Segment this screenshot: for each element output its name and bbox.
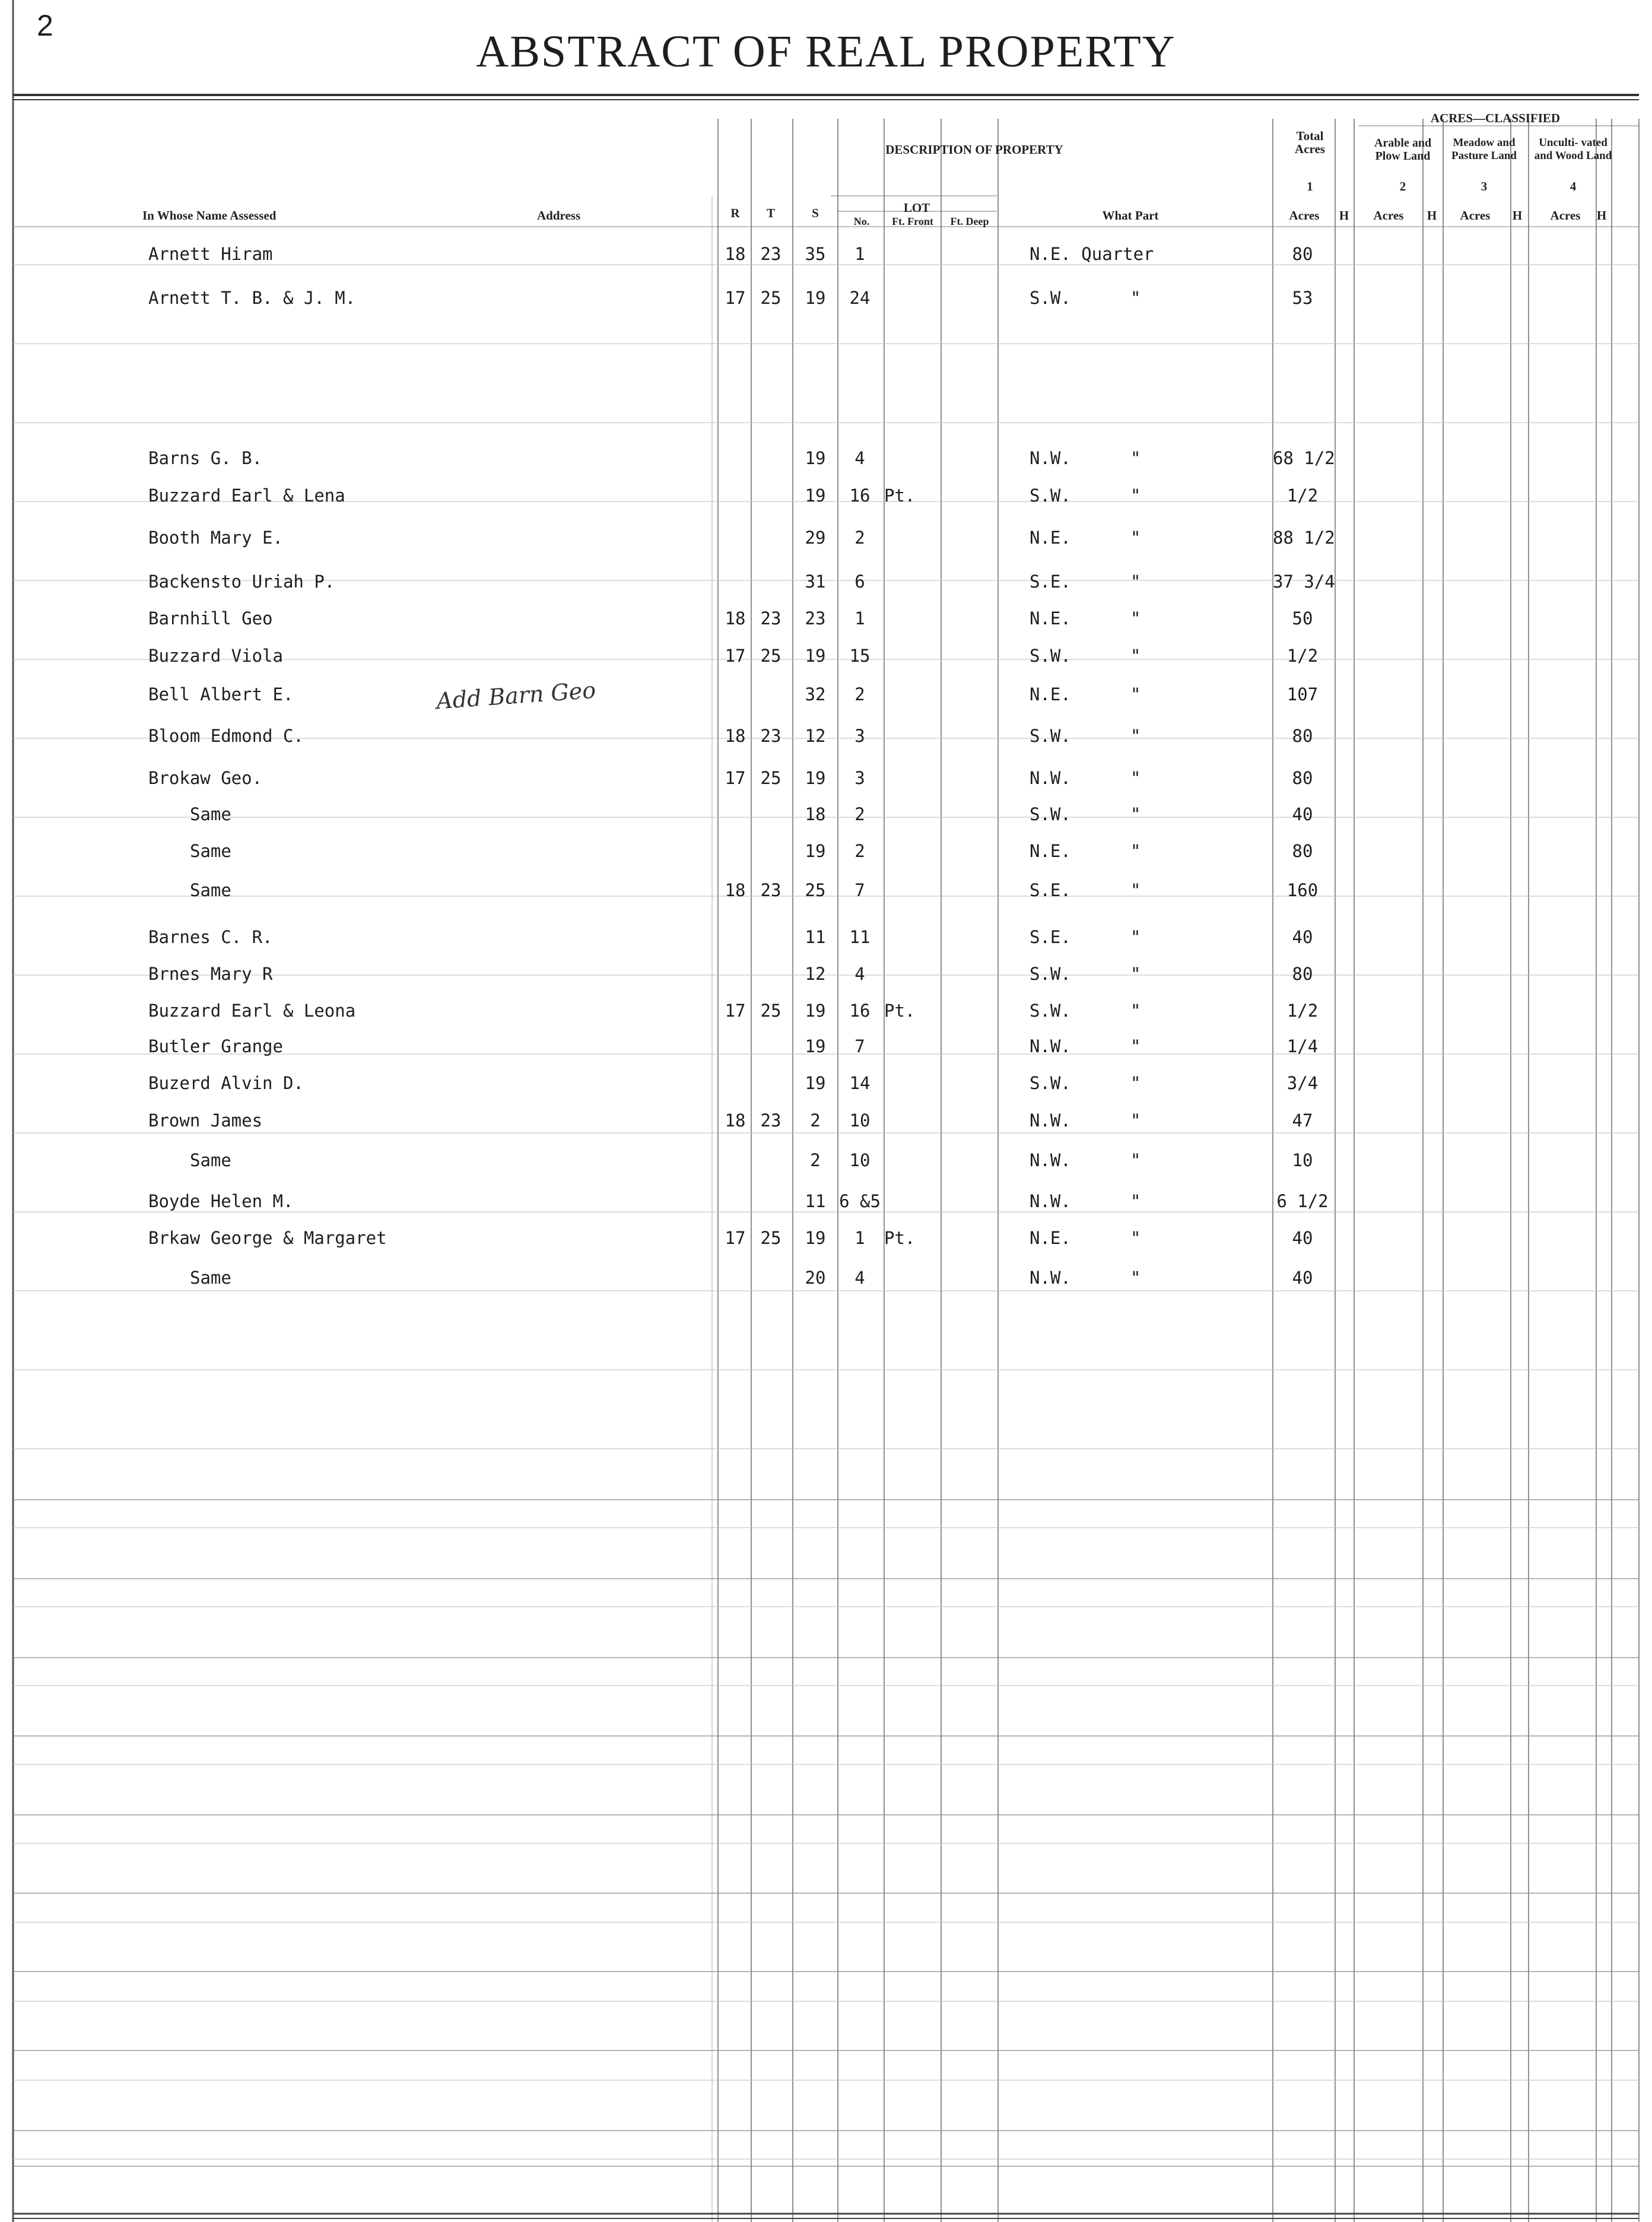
table-row [0, 878, 1652, 902]
owner-name: Same [190, 841, 231, 861]
what-part: N.W. [1030, 768, 1071, 788]
township-value: 25 [760, 768, 781, 788]
lot-front: Pt. [884, 1228, 916, 1248]
table-row [0, 925, 1652, 949]
owner-name: Same [190, 1150, 231, 1170]
section-value: 19 [805, 288, 826, 308]
table-row [0, 683, 1652, 706]
total-acres: 80 [1292, 768, 1313, 788]
lot-number: 7 [854, 880, 865, 900]
lot-number: 11 [849, 927, 871, 947]
section-value: 12 [805, 726, 826, 746]
header-meadow-num: 3 [1481, 179, 1488, 193]
total-acres: 3/4 [1286, 1073, 1319, 1093]
lot-number: 1 [854, 244, 865, 264]
what-part: N.E. [1030, 1228, 1071, 1248]
what-part: S.W. [1030, 726, 1071, 746]
range-value: 18 [725, 608, 746, 628]
page-number: 2 [37, 9, 53, 42]
header-acres-uncultivated: Acres [1550, 208, 1581, 223]
header-arable-num: 2 [1399, 179, 1406, 193]
table-row [0, 766, 1652, 790]
table-row [0, 724, 1652, 748]
range-value: 18 [725, 244, 746, 264]
range-value: 17 [725, 1001, 746, 1021]
what-part: N.E. [1030, 841, 1071, 861]
owner-name: Same [190, 880, 231, 900]
lot-number: 24 [849, 288, 871, 308]
total-acres: 47 [1292, 1110, 1313, 1131]
total-acres: 160 [1286, 880, 1319, 900]
ditto-mark: " [1130, 684, 1141, 704]
ditto-mark: " [1130, 768, 1141, 788]
township-value: 23 [760, 1110, 781, 1131]
table-row [0, 802, 1652, 826]
what-part: S.E. [1030, 927, 1071, 947]
township-value: 25 [760, 646, 781, 666]
owner-name: Same [190, 804, 231, 824]
what-part: S.E. [1030, 880, 1071, 900]
header-acres-arable: Acres [1373, 208, 1404, 223]
section-value: 19 [805, 841, 826, 861]
ditto-mark: " [1130, 646, 1141, 666]
section-value: 31 [805, 572, 826, 592]
lot-number: 10 [849, 1110, 871, 1131]
total-acres: 68 1/2 [1273, 448, 1335, 468]
owner-name: Barns G. B. [148, 448, 263, 468]
owner-name: Arnett T. B. & J. M. [148, 288, 356, 308]
total-acres: 80 [1292, 841, 1313, 861]
owner-name: Barnhill Geo [148, 608, 273, 628]
what-part: N.W. [1030, 1110, 1071, 1131]
owner-name: Bell Albert E. [148, 684, 294, 704]
owner-name: Arnett Hiram [148, 244, 273, 264]
total-acres: 53 [1292, 288, 1313, 308]
ditto-mark: " [1130, 1036, 1141, 1056]
header-description: DESCRIPTION OF PROPERTY [885, 142, 1063, 157]
total-acres: 1/2 [1286, 485, 1319, 506]
owner-name: Boyde Helen M. [148, 1191, 294, 1211]
lot-number: 6 &5 [839, 1191, 881, 1211]
what-part: S.W. [1030, 1073, 1071, 1093]
owner-name: Buzzard Earl & Leona [148, 1001, 356, 1021]
section-value: 25 [805, 880, 826, 900]
owner-name: Bloom Edmond C. [148, 726, 304, 746]
section-value: 18 [805, 804, 826, 824]
lot-number: 4 [854, 1268, 865, 1288]
township-value: 23 [760, 608, 781, 628]
ditto-mark: " [1130, 448, 1141, 468]
table-row [0, 962, 1652, 986]
ditto-mark: " [1130, 1073, 1141, 1093]
lot-number: 10 [849, 1150, 871, 1170]
owner-name: Brokaw Geo. [148, 768, 263, 788]
section-value: 20 [805, 1268, 826, 1288]
section-value: 19 [805, 768, 826, 788]
owner-name: Buzzard Viola [148, 646, 283, 666]
section-value: 11 [805, 927, 826, 947]
what-part: N.W. [1030, 1150, 1071, 1170]
header-uncultivated-num: 4 [1570, 179, 1577, 193]
ditto-mark: " [1130, 880, 1141, 900]
section-value: 29 [805, 528, 826, 548]
owner-name: Buzerd Alvin D. [148, 1073, 304, 1093]
ditto-mark: " [1130, 288, 1141, 308]
total-acres: 6 1/2 [1276, 1191, 1329, 1211]
section-value: 12 [805, 964, 826, 984]
owner-name: Booth Mary E. [148, 528, 283, 548]
lot-number: 2 [854, 528, 865, 548]
ditto-mark: " [1130, 485, 1141, 506]
table-row [0, 1189, 1652, 1213]
lot-number: 2 [854, 841, 865, 861]
what-part: S.W. [1030, 804, 1071, 824]
lot-number: 1 [854, 608, 865, 628]
table-row [0, 242, 1652, 266]
section-value: 2 [810, 1110, 821, 1131]
ditto-mark: " [1130, 572, 1141, 592]
total-acres: 1/4 [1286, 1036, 1319, 1056]
what-part: N.E. Quarter [1030, 244, 1154, 264]
table-row [0, 1034, 1652, 1058]
owner-name: Brown James [148, 1110, 263, 1131]
range-value: 17 [725, 768, 746, 788]
what-part: N.E. [1030, 528, 1071, 548]
header-address: Address [537, 208, 581, 223]
lot-number: 16 [849, 485, 871, 506]
township-value: 23 [760, 726, 781, 746]
section-value: 35 [805, 244, 826, 264]
what-part: S.W. [1030, 1001, 1071, 1021]
lot-number: 4 [854, 448, 865, 468]
township-value: 23 [760, 244, 781, 264]
header-acres-classified: ACRES—CLASSIFIED [1430, 111, 1561, 125]
total-acres: 37 3/4 [1273, 572, 1335, 592]
owner-name: Barnes C. R. [148, 927, 273, 947]
range-value: 18 [725, 726, 746, 746]
total-acres: 88 1/2 [1273, 528, 1335, 548]
header-total-acres: Total Acres [1295, 129, 1325, 156]
header-arable: Arable and Plow Land [1374, 137, 1432, 163]
table-row [0, 484, 1652, 507]
ditto-mark: " [1130, 608, 1141, 628]
header-lot-no: No. [853, 215, 870, 227]
owner-name: Buzzard Earl & Lena [148, 485, 345, 506]
ditto-mark: " [1130, 1150, 1141, 1170]
range-value: 18 [725, 1110, 746, 1131]
ditto-mark: " [1130, 1110, 1141, 1131]
lot-number: 2 [854, 684, 865, 704]
header-t: T [766, 206, 775, 220]
table-row [0, 1266, 1652, 1290]
header-h-uncultivated: H [1596, 208, 1607, 223]
section-value: 19 [805, 1073, 826, 1093]
what-part: N.W. [1030, 448, 1071, 468]
total-acres: 40 [1292, 927, 1313, 947]
owner-name: Brkaw George & Margaret [148, 1228, 387, 1248]
lot-number: 14 [849, 1073, 871, 1093]
header-name: In Whose Name Assessed [142, 208, 277, 223]
header-total-num: 1 [1307, 179, 1313, 193]
section-value: 19 [805, 485, 826, 506]
total-acres: 1/2 [1286, 646, 1319, 666]
section-value: 19 [805, 646, 826, 666]
ditto-mark: " [1130, 841, 1141, 861]
total-acres: 80 [1292, 964, 1313, 984]
table-row [0, 1071, 1652, 1095]
total-acres: 80 [1292, 244, 1313, 264]
what-part: S.W. [1030, 964, 1071, 984]
header-uncultivated: Unculti- vated and Wood Land [1534, 137, 1612, 162]
section-value: 23 [805, 608, 826, 628]
township-value: 25 [760, 288, 781, 308]
total-acres: 80 [1292, 726, 1313, 746]
header-ft-deep: Ft. Deep [950, 215, 989, 227]
township-value: 25 [760, 1001, 781, 1021]
what-part: N.E. [1030, 684, 1071, 704]
what-part: N.W. [1030, 1268, 1071, 1288]
total-acres: 40 [1292, 1268, 1313, 1288]
header-acres-meadow: Acres [1460, 208, 1491, 223]
section-value: 19 [805, 448, 826, 468]
township-value: 25 [760, 1228, 781, 1248]
section-value: 19 [805, 1036, 826, 1056]
what-part: S.W. [1030, 646, 1071, 666]
lot-number: 15 [849, 646, 871, 666]
ditto-mark: " [1130, 964, 1141, 984]
table-row [0, 1148, 1652, 1172]
table-row [0, 644, 1652, 668]
section-value: 2 [810, 1150, 821, 1170]
what-part: S.W. [1030, 485, 1071, 506]
lot-number: 1 [854, 1228, 865, 1248]
table-row [0, 607, 1652, 630]
lot-number: 4 [854, 964, 865, 984]
what-part: N.E. [1030, 608, 1071, 628]
lot-number: 3 [854, 768, 865, 788]
ditto-mark: " [1130, 1268, 1141, 1288]
range-value: 18 [725, 880, 746, 900]
table-row [0, 446, 1652, 470]
lot-number: 2 [854, 804, 865, 824]
what-part: N.W. [1030, 1191, 1071, 1211]
table-row [0, 1109, 1652, 1132]
header-r: R [730, 206, 740, 220]
lot-front: Pt. [884, 1001, 916, 1021]
total-acres: 10 [1292, 1150, 1313, 1170]
what-part: S.W. [1030, 288, 1071, 308]
ditto-mark: " [1130, 1228, 1141, 1248]
range-value: 17 [725, 1228, 746, 1248]
total-acres: 50 [1292, 608, 1313, 628]
header-h-meadow: H [1512, 208, 1523, 223]
total-acres: 107 [1286, 684, 1319, 704]
table-row [0, 570, 1652, 593]
section-value: 19 [805, 1228, 826, 1248]
what-part: N.W. [1030, 1036, 1071, 1056]
ditto-mark: " [1130, 1191, 1141, 1211]
owner-name: Backensto Uriah P. [148, 572, 335, 592]
table-row [0, 1226, 1652, 1250]
table-row [0, 999, 1652, 1023]
header-what-part: What Part [1102, 208, 1159, 223]
section-value: 32 [805, 684, 826, 704]
table-row [0, 526, 1652, 550]
owner-name: Same [190, 1268, 231, 1288]
ditto-mark: " [1130, 1001, 1141, 1021]
township-value: 23 [760, 880, 781, 900]
lot-number: 6 [854, 572, 865, 592]
total-acres: 40 [1292, 1228, 1313, 1248]
ditto-mark: " [1130, 927, 1141, 947]
header-ft-front: Ft. Front [892, 215, 933, 227]
header-h-total: H [1339, 208, 1349, 223]
total-acres: 1/2 [1286, 1001, 1319, 1021]
header-h-arable: H [1427, 208, 1437, 223]
owner-name: Brnes Mary R [148, 964, 273, 984]
table-row [0, 286, 1652, 310]
section-value: 11 [805, 1191, 826, 1211]
range-value: 17 [725, 646, 746, 666]
header-lot: LOT [903, 201, 930, 215]
what-part: S.E. [1030, 572, 1071, 592]
range-value: 17 [725, 288, 746, 308]
header-meadow: Meadow and Pasture Land [1451, 137, 1517, 162]
section-value: 19 [805, 1001, 826, 1021]
ditto-mark: " [1130, 726, 1141, 746]
lot-front: Pt. [884, 485, 916, 506]
table-row [0, 839, 1652, 863]
owner-name: Butler Grange [148, 1036, 283, 1056]
header-acres-total: Acres [1289, 208, 1320, 223]
handwritten-note: Add Barn Geo [435, 677, 597, 715]
header-s: S [812, 206, 819, 220]
lot-number: 7 [854, 1036, 865, 1056]
lot-number: 16 [849, 1001, 871, 1021]
ditto-mark: " [1130, 528, 1141, 548]
lot-number: 3 [854, 726, 865, 746]
page-title: ABSTRACT OF REAL PROPERTY [476, 27, 1176, 77]
total-acres: 40 [1292, 804, 1313, 824]
ditto-mark: " [1130, 804, 1141, 824]
